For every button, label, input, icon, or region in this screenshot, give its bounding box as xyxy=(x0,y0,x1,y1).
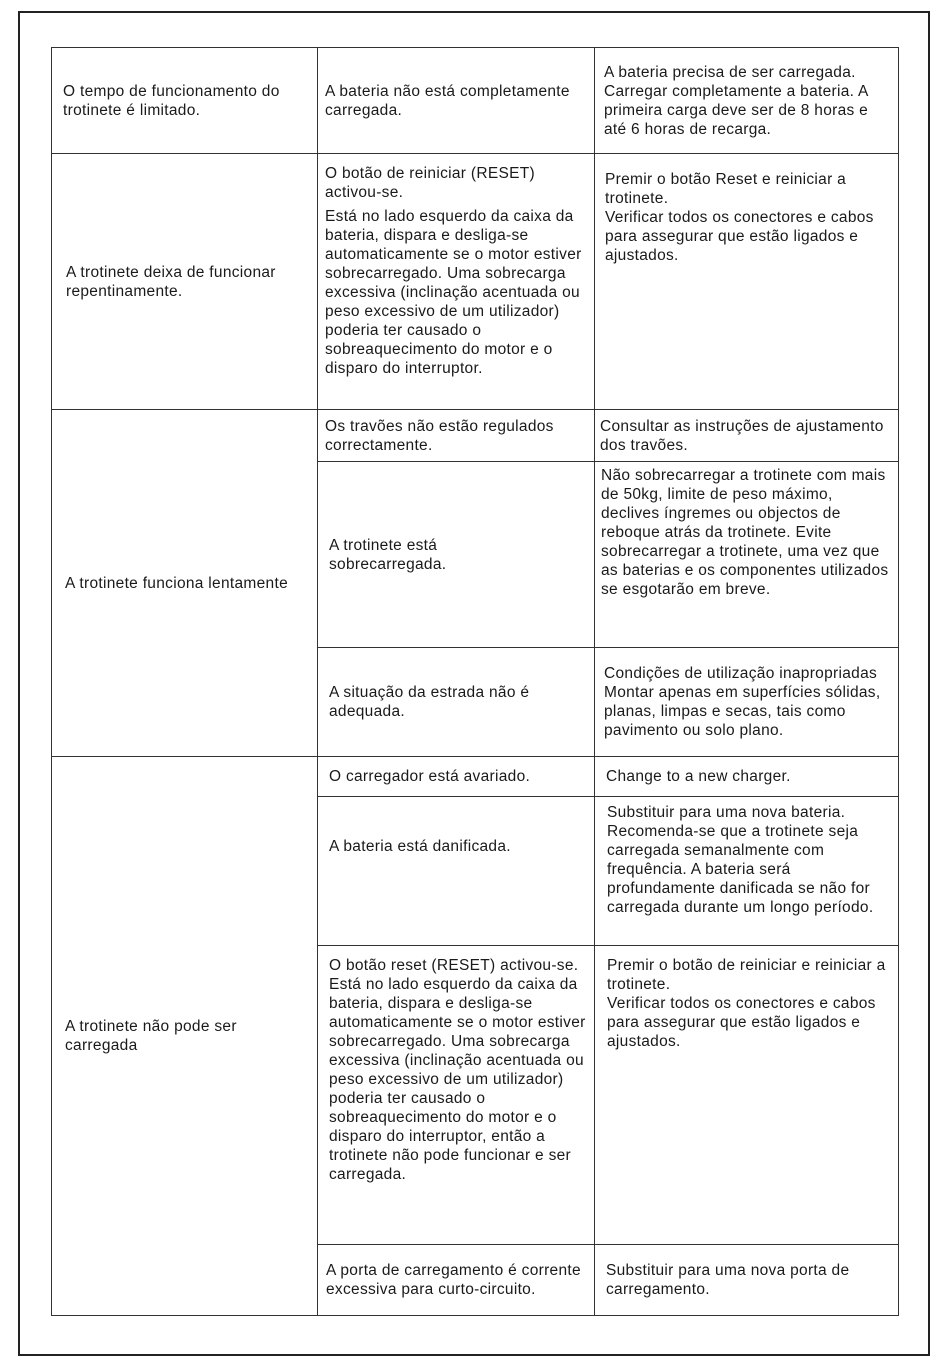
solution-cell xyxy=(595,757,899,797)
cause-text: A trotinete está sobrecarregada. xyxy=(329,536,447,573)
solution-text: Premir o botão de reiniciar e reiniciar a trotinete. xyxy=(607,957,886,993)
cause-text: O botão reset (RESET) activou-se. xyxy=(329,957,579,974)
solution-cell xyxy=(595,462,899,648)
cause-cell xyxy=(318,797,595,946)
cause-text: A bateria não está completamente carregada. xyxy=(325,82,570,119)
solution-text: Não sobrecarregar a trotinete com mais de 50kg, limite de peso máximo, declives íngremes ou objectos de reboque atrás da trotinete. Evite sobrecarregar a trotinete, uma vez que as baterias e os componentes utilizados se esgotarão em breve. xyxy=(601,467,889,598)
solution-text: Condições de utilização inapropriadas Montar apenas em superfícies sólidas, planas, limpas e secas, tais como pavimento ou solo plano. xyxy=(604,665,881,739)
solution-detail-text: Verificar todos os conectores e cabos para assegurar que estão ligados e ajustados. xyxy=(607,995,876,1050)
solution-cell xyxy=(595,48,899,154)
problem-text: A trotinete deixa de funcionar repentinamente. xyxy=(66,263,276,300)
cause-text: A bateria está danificada. xyxy=(329,837,511,855)
solution-cell xyxy=(595,410,899,462)
cause-text: O carregador está avariado. xyxy=(329,768,531,785)
problem-text: O tempo de funcionamento do trotinete é limitado. xyxy=(63,82,280,119)
solution-text: Premir o botão Reset e reiniciar a trotinete. xyxy=(605,171,847,207)
solution-cell xyxy=(595,797,899,946)
table-row xyxy=(52,757,899,797)
solution-cell xyxy=(595,946,899,1245)
cause-text: A porta de carregamento é corrente excessiva para curto-circuito. xyxy=(326,1262,581,1298)
cause-text: A situação da estrada não é adequada. xyxy=(329,684,530,720)
cause-text: O botão de reiniciar (RESET) activou-se. xyxy=(325,165,535,201)
table-row xyxy=(52,48,899,154)
solution-cell xyxy=(595,648,899,757)
cause-cell xyxy=(318,946,595,1245)
table-row xyxy=(52,154,899,410)
problem-cell xyxy=(52,757,318,1316)
cause-cell xyxy=(318,48,595,154)
problem-text: A trotinete funciona lentamente xyxy=(65,574,288,592)
solution-text: Consultar as instruções de ajustamento dos travões. xyxy=(600,417,884,454)
solution-text: Substituir para uma nova porta de carregamento. xyxy=(606,1262,850,1298)
cause-detail-text: Está no lado esquerdo da caixa da bateria, dispara e desliga-se automaticamente se o motor estiver sobrecarregado. Uma sobrecarga excessiva (inclinação acentuada ou peso excessivo de um utilizador) poderia ter causado o sobreaquecimento do motor e o disparo do interruptor, então a trotinete não pode funcionar e ser carregada. xyxy=(329,976,586,1183)
problem-cell xyxy=(52,154,318,410)
cause-cell xyxy=(318,410,595,462)
troubleshooting-table xyxy=(51,47,899,1316)
solution-text: Change to a new charger. xyxy=(606,768,791,785)
solution-cell xyxy=(595,1245,899,1316)
solution-text: A bateria precisa de ser carregada. Carregar completamente a bateria. A primeira carga deve ser de 8 horas e até 6 horas de recarga. xyxy=(604,63,869,138)
cause-text: Os travões não estão regulados correctamente. xyxy=(325,417,554,454)
solution-text: Substituir para uma nova bateria. Recomenda-se que a trotinete seja carregada semanalmente com frequência. A bateria será profundamente danificada se não for carregada durante um longo período. xyxy=(607,804,874,916)
table-row xyxy=(52,410,899,462)
problem-cell xyxy=(52,410,318,757)
cause-detail-text: Está no lado esquerdo da caixa da bateria, dispara e desliga-se automaticamente se o motor estiver sobrecarregado. Uma sobrecarga excessiva (inclinação acentuada ou peso excessivo de um utilizador) poderia ter causado o sobreaquecimento do motor e o disparo do interruptor. xyxy=(325,208,582,377)
solution-detail-text: Verificar todos os conectores e cabos para assegurar que estão ligados e ajustados. xyxy=(605,209,874,264)
problem-text: A trotinete não pode ser carregada xyxy=(65,1018,237,1054)
cause-cell xyxy=(318,462,595,648)
cause-cell xyxy=(318,1245,595,1316)
problem-cell xyxy=(52,48,318,154)
cause-cell xyxy=(318,154,595,410)
cause-cell xyxy=(318,648,595,757)
cause-cell xyxy=(318,757,595,797)
solution-cell xyxy=(595,154,899,410)
